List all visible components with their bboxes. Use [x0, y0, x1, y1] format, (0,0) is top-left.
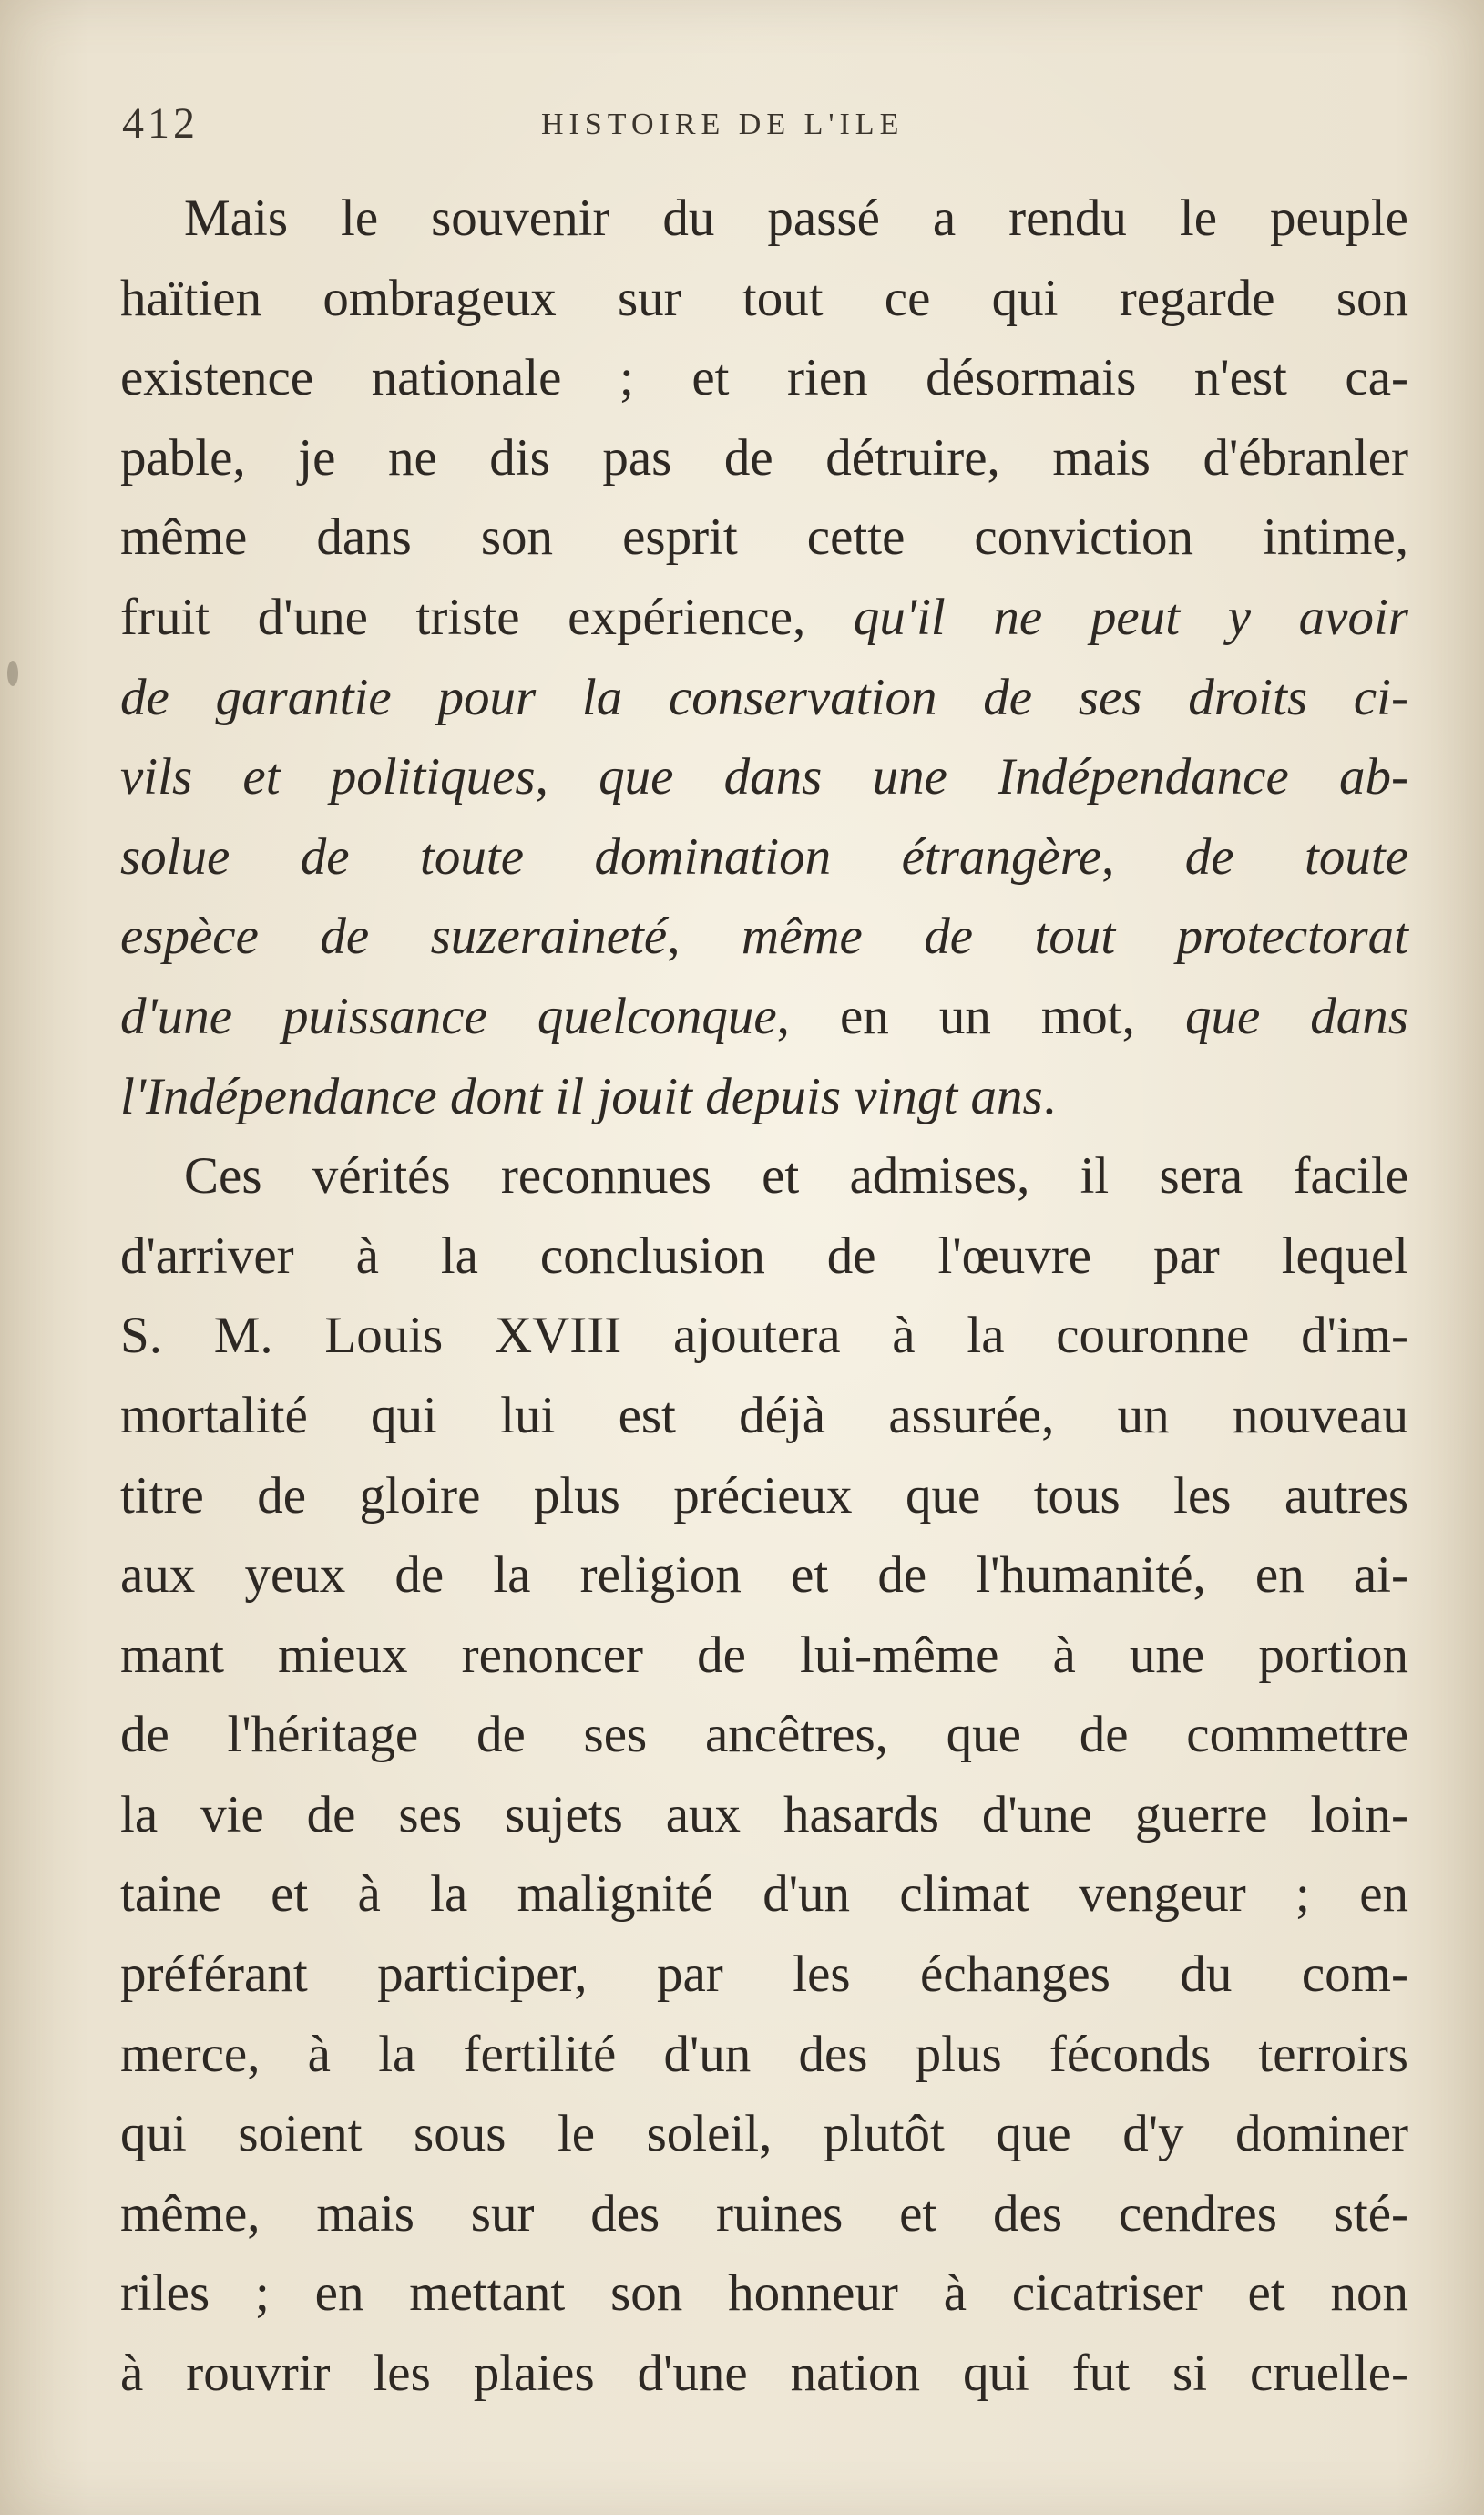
text-run: ,: [535, 748, 599, 806]
text-line: [120, 737, 1408, 817]
text-run: même dans son esprit cette conviction intime,: [120, 508, 1408, 567]
text-line: [120, 1935, 1408, 2015]
italic-run: que dans: [1184, 987, 1408, 1045]
text-run: aux yeux de la religion et de l'humanité, en ai-: [120, 1546, 1408, 1605]
text-line: [120, 1854, 1408, 1935]
text-run: taine et à la malignité d'un climat vengeur ; en: [120, 1865, 1408, 1924]
italic-run: même de tout protectorat: [741, 908, 1409, 966]
text-run: riles ; en mettant son honneur à cicatriser et non: [120, 2264, 1408, 2323]
text-line: [120, 1535, 1408, 1616]
text-line: [120, 1775, 1408, 1855]
text-run: mant mieux renoncer de lui-même à une portion: [120, 1626, 1408, 1684]
italic-run: l'Indépendance dont il jouit depuis vingt ans: [120, 1067, 1043, 1125]
text-run: , en un mot,: [776, 987, 1185, 1045]
paragraph-1: [120, 179, 1408, 1136]
page-number: 412: [122, 99, 199, 148]
ink-smudge: [7, 661, 18, 686]
text-run: S. M. Louis XVIII ajoutera à la couronne d'im-: [120, 1307, 1408, 1365]
italic-run: vils et politiques: [120, 748, 536, 806]
italic-run: de toute: [1184, 827, 1408, 886]
text-line: [120, 1456, 1408, 1536]
italic-run: de garantie pour la conservation de ses droits ci-: [120, 668, 1408, 726]
text-line: [120, 2094, 1408, 2174]
text-line: [120, 2253, 1408, 2334]
text-run: même, mais sur des ruines et des cendres sté-: [120, 2184, 1408, 2243]
text-line: [120, 817, 1408, 898]
text-run: d'arriver à la conclusion de l'œuvre par lequel: [120, 1227, 1408, 1285]
text-run: haïtien ombrageux sur tout ce qui regarde son: [120, 269, 1408, 327]
text-run: Ces vérités reconnues et admises, il sera facile: [184, 1147, 1408, 1206]
page-header: [122, 98, 1397, 153]
text-line: [120, 498, 1408, 578]
text-run: titre de gloire plus précieux que tous les autres: [120, 1466, 1408, 1524]
italic-run: d'une puissance quelconque: [120, 987, 777, 1045]
italic-run: que dans une Indépendance ab-: [599, 748, 1409, 806]
text-line: [120, 179, 1408, 259]
text-line: [120, 1296, 1408, 1376]
text-run: existence nationale ; et rien désormais n'est ca-: [120, 349, 1408, 407]
body-text: [120, 179, 1408, 2414]
text-run: ,: [667, 908, 742, 966]
text-line: [120, 1136, 1408, 1216]
text-line: [120, 259, 1408, 339]
text-run: fruit d'une triste expérience,: [120, 588, 854, 646]
text-run: Mais le souvenir du passé a rendu le peuple: [184, 190, 1408, 247]
italic-run: qu'il ne peut y avoir: [853, 588, 1408, 646]
text-run: merce, à la fertilité d'un des plus féconds terroirs: [120, 2025, 1408, 2083]
text-run: à rouvrir les plaies d'une nation qui fut si cruelle-: [120, 2345, 1408, 2403]
text-run: pable, je ne dis pas de détruire, mais d'ébranler: [120, 428, 1408, 487]
text-line: [120, 2015, 1408, 2095]
text-run: préférant participer, par les échanges du com-: [120, 1945, 1408, 2004]
text-line: [120, 977, 1408, 1057]
text-line: [120, 1695, 1408, 1775]
text-line: [120, 338, 1408, 418]
text-line: [120, 578, 1408, 658]
italic-run: solue de toute domination étrangère: [120, 827, 1102, 886]
text-line: [120, 1216, 1408, 1297]
text-run: de l'héritage de ses ancêtres, que de commettre: [120, 1706, 1408, 1764]
italic-run: espèce de suzeraineté: [120, 908, 668, 966]
text-line: [120, 2334, 1408, 2414]
running-title: HISTOIRE DE L'ILE: [541, 108, 905, 141]
text-line: [120, 897, 1408, 977]
paragraph-2: [120, 1136, 1408, 2414]
text-run: .: [1042, 1067, 1056, 1125]
text-run: mortalité qui lui est déjà assurée, un nouveau: [120, 1386, 1408, 1444]
text-line: [120, 658, 1408, 738]
text-line: [120, 1616, 1408, 1696]
text-line: [120, 1376, 1408, 1456]
text-line: [120, 1057, 1408, 1137]
text-run: ,: [1101, 827, 1185, 886]
text-line: [120, 418, 1408, 498]
text-run: la vie de ses sujets aux hasards d'une guerre loin-: [120, 1785, 1408, 1843]
text-run: qui soient sous le soleil, plutôt que d'y dominer: [120, 2105, 1408, 2163]
text-line: [120, 2174, 1408, 2254]
